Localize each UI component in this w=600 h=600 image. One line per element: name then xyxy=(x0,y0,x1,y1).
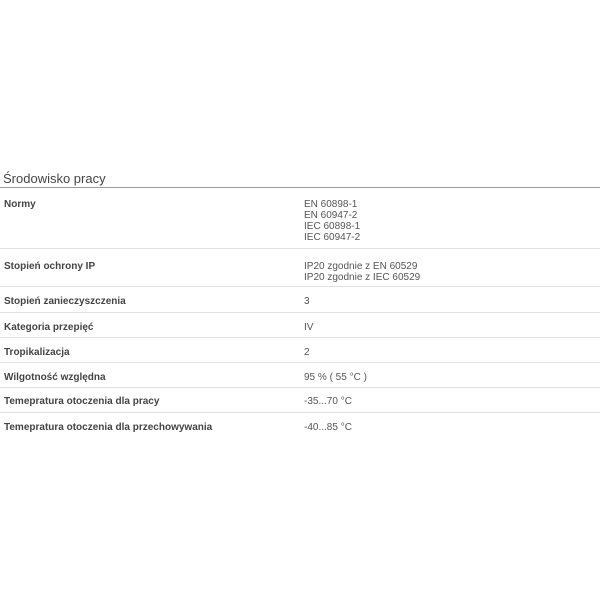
spec-row-storage-temperature xyxy=(0,413,600,438)
spec-row-operating-temperature xyxy=(0,388,600,413)
section-title: Środowisko pracy xyxy=(0,171,600,188)
spec-value xyxy=(304,249,600,287)
spec-row-relative-humidity xyxy=(0,363,600,388)
spec-value-line: -35...70 °C xyxy=(304,396,352,407)
spec-label: Stopień zanieczyszczenia xyxy=(0,287,304,313)
spec-row-standards xyxy=(0,188,600,249)
spec-row-overvoltage-category xyxy=(0,313,600,338)
spec-value-line: IP20 zgodnie z IEC 60529 xyxy=(304,272,421,283)
spec-value-line: 95 % ( 55 °C ) xyxy=(304,372,367,383)
spec-row-ip-rating xyxy=(0,249,600,287)
spec-value-line: EN 60898-1 xyxy=(304,199,358,210)
spec-value xyxy=(304,287,600,313)
spec-value-line: IV xyxy=(304,322,314,333)
spec-value-line: IEC 60898-1 xyxy=(304,221,361,232)
spec-value xyxy=(304,388,600,413)
spec-value-line: EN 60947-2 xyxy=(304,210,358,221)
spec-label: Normy xyxy=(0,188,304,249)
spec-value-line: IP20 zgodnie z EN 60529 xyxy=(304,261,418,272)
spec-value-line: IEC 60947-2 xyxy=(304,232,361,243)
spec-value-line: 2 xyxy=(304,347,310,358)
spec-label: Temepratura otoczenia dla przechowywania xyxy=(4,422,213,433)
spec-value-line: -40...85 °C xyxy=(304,422,352,433)
spec-table xyxy=(0,188,600,437)
spec-row-pollution-degree xyxy=(0,287,600,313)
spec-value xyxy=(304,188,600,249)
spec-label: Kategoria przepięć xyxy=(0,313,304,338)
spec-section-operating-environment xyxy=(0,171,600,437)
spec-label: Wilgotność względna xyxy=(0,363,304,388)
spec-label: Tropikalizacja xyxy=(0,338,304,363)
spec-row-tropicalization xyxy=(0,338,600,363)
spec-value xyxy=(304,313,600,338)
spec-value xyxy=(304,338,600,363)
spec-value xyxy=(304,413,600,438)
spec-value-line: 3 xyxy=(304,296,310,307)
spec-label: Temepratura otoczenia dla pracy xyxy=(0,388,304,413)
spec-value xyxy=(304,363,600,388)
spec-label: Stopień ochrony IP xyxy=(0,249,304,287)
